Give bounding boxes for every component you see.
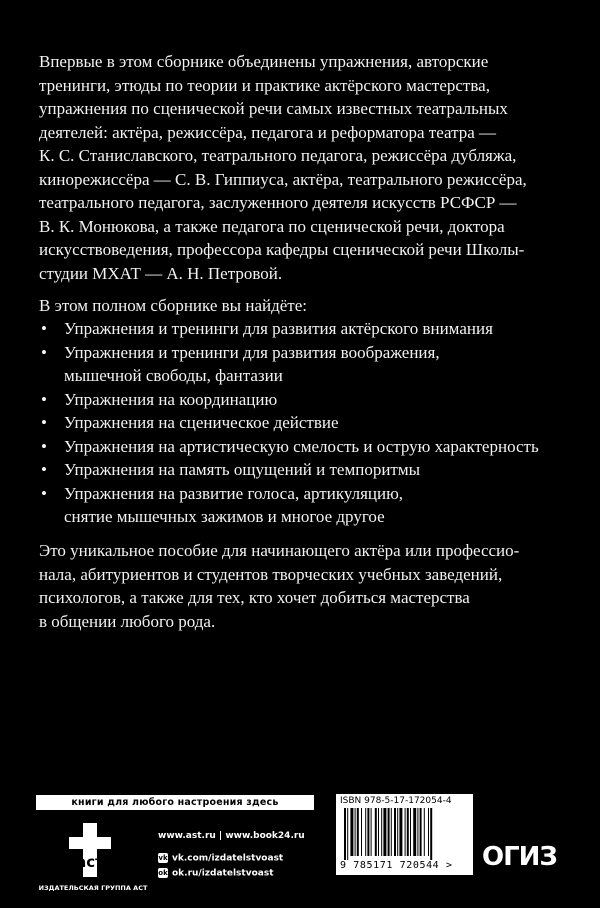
logo-caption: ИЗДАТЕЛЬСКАЯ ГРУППА АСТ (38, 884, 148, 892)
barcode-icon (343, 808, 467, 860)
logo-text: аст (76, 853, 104, 871)
list-item: • Упражнения и тренинги для развития воображения, мышечной свободы, фантазии (39, 341, 579, 388)
list-item: • Упражнения на сценическое действие (39, 411, 579, 435)
tagline-bar: книги для любого настроения здесь (36, 795, 314, 810)
features-list (39, 317, 579, 529)
vk-link-text[interactable]: vk.com/izdatelstvoast (172, 853, 284, 864)
list-item: • Упражнения на память ощущений и темпоритмы (39, 458, 579, 482)
web-links[interactable]: www.ast.ru | www.book24.ru (158, 831, 305, 841)
list-item: • Упражнения и тренинги для развития актёрского внимания (39, 317, 579, 341)
isbn-text: ISBN 978-5-17-172054-4 (340, 796, 452, 806)
outro-paragraph (39, 539, 579, 633)
barcode-digits: 9 785171 720544 > (340, 860, 453, 871)
ogiz-logo-text: ОГИЗ (482, 842, 557, 872)
ok-link-text[interactable]: ok.ru/izdatelstvoast (172, 868, 274, 879)
list-item: • Упражнения на артистическую смелость и острую характерность (39, 435, 579, 459)
intro-text: Впервые в этом сборнике объединены упражнения, авторские тренинги, этюды по теории и практике актёрского мастерства, упражнения по сценической речи самых известных театральных деятелей: актёра, режиссёра, педагога и реформатора театра — К. С. Станиславского, театрального педагога, режиссёра дубляжа, кинорежиссёра — С. В. Гиппиуса, актёра, театрального режиссёра, театрального педагога, заслуженного деятеля искусств РСФСР — В. К. Монюкова, а также педагога по сценической речи, доктора искусствоведения, профессора кафедры сценической речи Школы- студии МХАТ — А. Н. Петровой. (39, 52, 527, 283)
list-item: • Упражнения на координацию (39, 388, 579, 412)
list-item: • Упражнения на развитие голоса, артикуляцию, снятие мышечных зажимов и многое другое (39, 482, 579, 529)
ogiz-logo (482, 836, 570, 874)
ok-link[interactable] (158, 868, 274, 879)
outro-text: Это уникальное пособие для начинающего актёра или профессио- нала, абитуриентов и студентов творческих учебных заведений, психологов, а также для тех, кто хочет добиться мастерства в общении любого рода. (39, 541, 520, 631)
vk-link[interactable] (158, 853, 283, 864)
list-heading (39, 294, 579, 318)
ok-icon: ok (158, 869, 168, 877)
vk-icon: vk (158, 854, 168, 862)
list-heading-text: В этом полном сборнике вы найдёте: (39, 296, 307, 315)
intro-paragraph (39, 50, 579, 285)
